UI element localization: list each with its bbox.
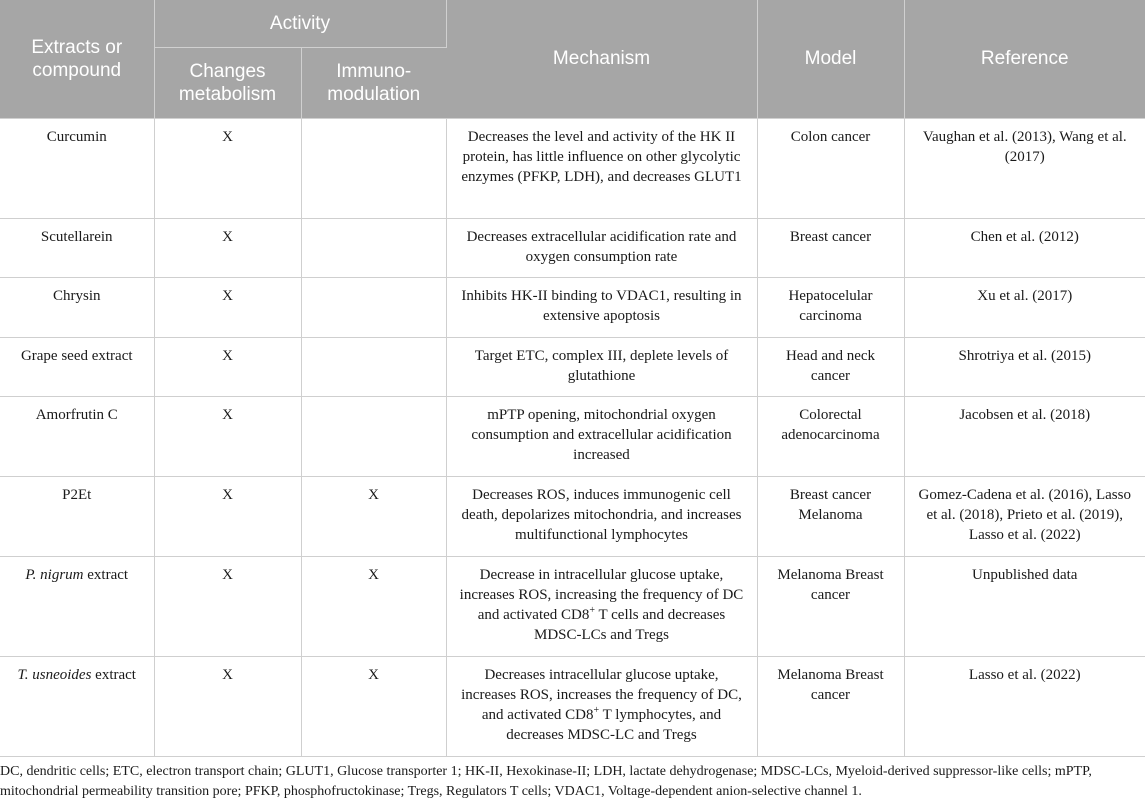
table-row [0, 118, 1145, 218]
header-extracts-or-compound: Extracts or compound [0, 0, 154, 118]
mechanism-text-a: Decrease in intracellular glucose uptake, increases ROS, increasing the frequency of DC and activated CD8 [459, 566, 744, 623]
species-name: T. usneoides [17, 666, 92, 683]
mechanism-cell: Inhibits HK-II binding to VDAC1, resulting in extensive apoptosis [446, 277, 757, 337]
model-cell: Hepatocelular carcinoma [757, 277, 904, 337]
mechanism-cell: Decreases ROS, induces immunogenic cell death, depolarizes mitochondria, and increases multifunctional lymphocytes [446, 476, 757, 556]
changes-metabolism-cell: X [154, 396, 301, 476]
table-header [0, 0, 1145, 118]
model-cell: Head and neck cancer [757, 337, 904, 396]
changes-metabolism-cell: X [154, 277, 301, 337]
model-cell: Breast cancer Melanoma [757, 476, 904, 556]
header-activity: Activity [154, 0, 446, 47]
compound-cell: Curcumin [0, 118, 154, 218]
compound-cell: Amorfrutin C [0, 396, 154, 476]
immunomodulation-cell [301, 118, 446, 218]
immunomodulation-cell: X [301, 656, 446, 756]
reference-cell: Shrotriya et al. (2015) [904, 337, 1145, 396]
changes-metabolism-cell: X [154, 556, 301, 656]
reference-cell: Jacobsen et al. (2018) [904, 396, 1145, 476]
changes-metabolism-cell: X [154, 476, 301, 556]
header-changes-metabolism: Changes metabolism [154, 47, 301, 118]
reference-cell: Unpublished data [904, 556, 1145, 656]
immunomodulation-cell [301, 337, 446, 396]
mechanism-cell: Decreases the level and activity of the HK II protein, has little influence on other glycolytic enzymes (PFKP, LDH), and decreases GLUT1 [446, 118, 757, 218]
mechanism-cell: Target ETC, complex III, deplete levels of glutathione [446, 337, 757, 396]
table-row [0, 218, 1145, 277]
compound-suffix: extract [91, 666, 136, 683]
mechanism-text-a: Decreases intracellular glucose uptake, increases ROS, increases the frequency of DC, and activated CD8 [461, 666, 742, 723]
superscript-plus: + [593, 704, 600, 716]
immunomodulation-cell: X [301, 556, 446, 656]
mechanism-cell [446, 656, 757, 756]
changes-metabolism-cell: X [154, 337, 301, 396]
header-immunomodulation: Immuno-modulation [301, 47, 446, 118]
mechanism-text-b: T cells and decreases MDSC-LCs and Tregs [533, 606, 726, 643]
compound-cell: Chrysin [0, 277, 154, 337]
reference-cell: Vaughan et al. (2013), Wang et al. (2017) [904, 118, 1145, 218]
mechanism-text-b: T lymphocytes, and decreases MDSC-LC and Tregs [506, 706, 722, 743]
model-cell: Colon cancer [757, 118, 904, 218]
immunomodulation-cell [301, 277, 446, 337]
compound-suffix: extract [83, 566, 129, 583]
table-row [0, 396, 1145, 476]
reference-cell: Chen et al. (2012) [904, 218, 1145, 277]
header-reference: Reference [904, 0, 1145, 118]
model-cell: Breast cancer [757, 218, 904, 277]
compound-cell: Grape seed extract [0, 337, 154, 396]
immunomodulation-cell: X [301, 476, 446, 556]
mechanism-cell: Decreases extracellular acidification rate and oxygen consumption rate [446, 218, 757, 277]
model-cell: Melanoma Breast cancer [757, 556, 904, 656]
header-model: Model [757, 0, 904, 118]
compound-cell: P2Et [0, 476, 154, 556]
table-row [0, 337, 1145, 396]
superscript-plus: + [589, 604, 596, 616]
compound-cell [0, 556, 154, 656]
mechanism-cell: mPTP opening, mitochondrial oxygen consumption and extracellular acidification increased [446, 396, 757, 476]
model-cell: Colorectal adenocarcinoma [757, 396, 904, 476]
compound-cell [0, 656, 154, 756]
changes-metabolism-cell: X [154, 118, 301, 218]
header-mechanism: Mechanism [446, 0, 757, 118]
table-footnote: DC, dendritic cells; ETC, electron transport chain; GLUT1, Glucose transporter 1; HK-II, Hexokinase-II; LDH, lactate dehydrogenase; MDSC-LCs, Myeloid-derived suppressor-like cells; mPTP, mitochondrial permeability transition pore; PFKP, phosphofructokinase; Tregs, Regulators T cells; VDAC1, Voltage-dependent anion-selective channel 1. [0, 764, 1092, 799]
species-name: P. nigrum [25, 566, 84, 583]
table-row [0, 556, 1145, 656]
model-cell: Melanoma Breast cancer [757, 656, 904, 756]
mechanism-cell [446, 556, 757, 656]
immunomodulation-cell [301, 396, 446, 476]
reference-cell: Gomez-Cadena et al. (2016), Lasso et al. (2018), Prieto et al. (2019), Lasso et al. (2022) [904, 476, 1145, 556]
changes-metabolism-cell: X [154, 656, 301, 756]
reference-cell: Xu et al. (2017) [904, 277, 1145, 337]
reference-cell: Lasso et al. (2022) [904, 656, 1145, 756]
immunomodulation-cell [301, 218, 446, 277]
table-row [0, 476, 1145, 556]
table-row [0, 656, 1145, 756]
changes-metabolism-cell: X [154, 218, 301, 277]
compound-cell: Scutellarein [0, 218, 154, 277]
table-row [0, 277, 1145, 337]
